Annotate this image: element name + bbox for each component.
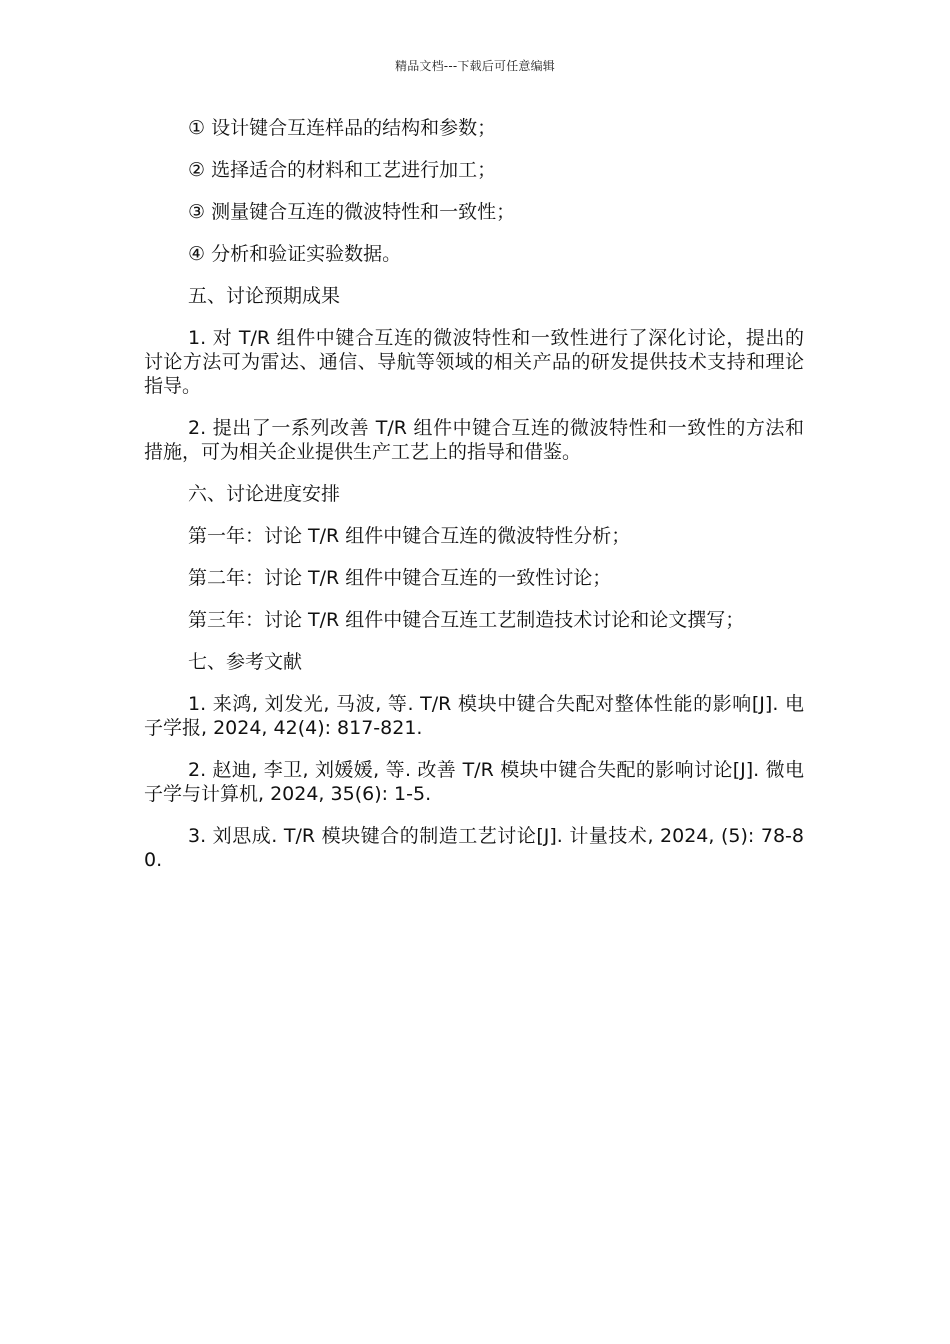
step-1-paragraph: ① 设计键合互连样品的结构和参数； <box>188 117 497 139</box>
step-3-paragraph: ③ 测量键合互连的微波特性和一致性； <box>188 201 516 223</box>
section-heading-references: 七、参考文献 <box>188 651 303 673</box>
reference-3: 3. 刘思成. T/R 模块键合的制造工艺讨论[J]. 计量技术, 2024, (5): 78-80. <box>144 825 804 871</box>
expected-result-2: 2. 提出了一系列改善 T/R 组件中键合互连的微波特性和一致性的方法和措施，可为相关企业提供生产工艺上的指导和借鉴。 <box>144 417 804 463</box>
document-body <box>144 116 804 890</box>
schedule-year-2: 第二年：讨论 T/R 组件中键合互连的一致性讨论； <box>188 567 612 589</box>
step-4-paragraph: ④ 分析和验证实验数据。 <box>188 243 402 265</box>
reference-2: 2. 赵迪, 李卫, 刘媛媛, 等. 改善 T/R 模块中键合失配的影响讨论[J]. 微电子学与计算机, 2024, 35(6): 1-5. <box>144 759 805 805</box>
page-header: 精品文档---下载后可任意编辑 <box>395 59 555 73</box>
section-heading-expected-results: 五、讨论预期成果 <box>188 285 341 307</box>
reference-1: 1. 来鸿, 刘发光, 马波, 等. T/R 模块中键合失配对整体性能的影响[J]. 电子学报, 2024, 42(4): 817-821. <box>144 693 804 739</box>
step-2-paragraph: ② 选择适合的材料和工艺进行加工； <box>188 159 497 181</box>
schedule-year-1: 第一年：讨论 T/R 组件中键合互连的微波特性分析； <box>188 525 631 547</box>
expected-result-1: 1. 对 T/R 组件中键合互连的微波特性和一致性进行了深化讨论，提出的讨论方法可为雷达、通信、导航等领域的相关产品的研发提供技术支持和理论指导。 <box>144 327 804 397</box>
section-heading-schedule: 六、讨论进度安排 <box>188 483 341 505</box>
schedule-year-3: 第三年：讨论 T/R 组件中键合互连工艺制造技术讨论和论文撰写； <box>188 609 745 631</box>
